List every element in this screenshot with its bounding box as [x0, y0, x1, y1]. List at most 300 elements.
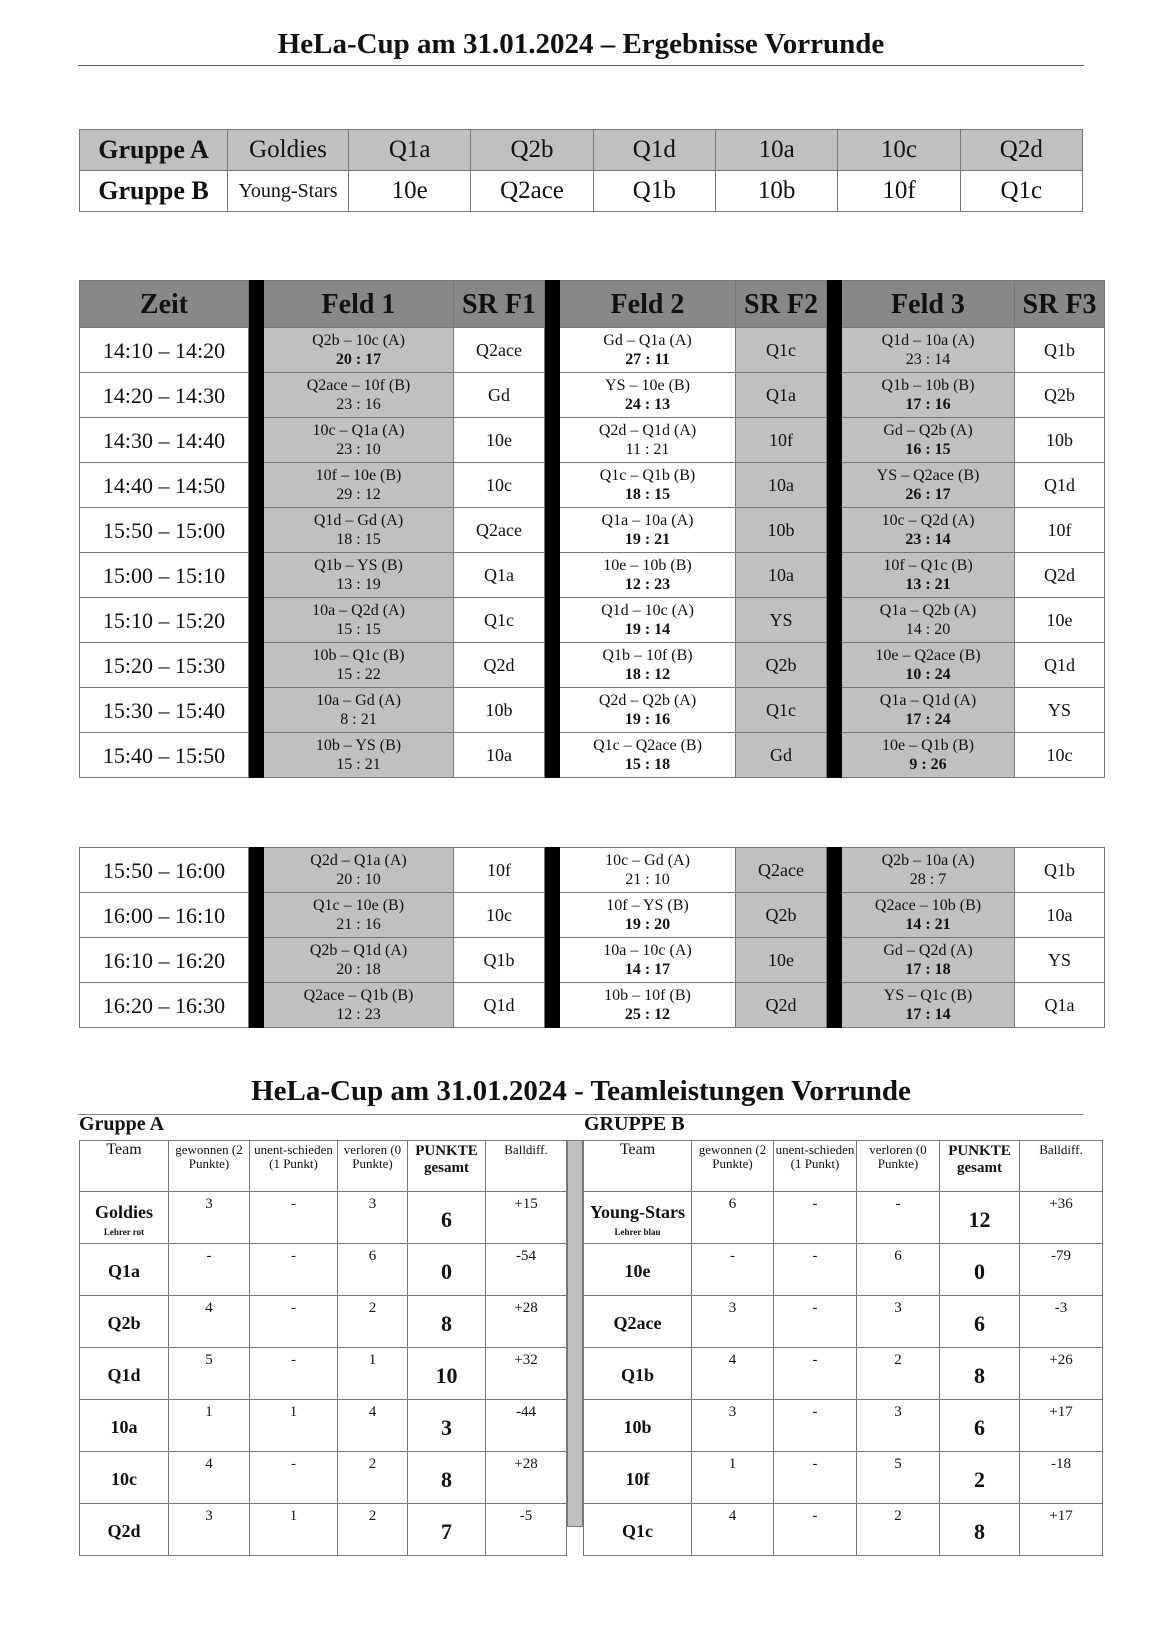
match-pairing: Q2b – Q1d (A) — [309, 942, 408, 959]
points-total: 8 — [940, 1504, 1020, 1556]
referee-field-1: Q1d — [454, 983, 545, 1028]
field-divider — [545, 553, 560, 598]
header-lost: verloren (0 Punkte) — [857, 1141, 940, 1192]
field-divider — [545, 508, 560, 553]
ball-diff: +26 — [1020, 1348, 1103, 1400]
match-pairing: Q1d – 10c (A) — [601, 602, 694, 619]
header-feld-1: Feld 1 — [264, 281, 454, 328]
points-total: 12 — [940, 1192, 1020, 1244]
schedule-row — [80, 848, 1105, 893]
match-cell-field-3 — [842, 643, 1015, 688]
ball-diff: +28 — [486, 1296, 567, 1348]
referee-field-3: 10f — [1015, 508, 1105, 553]
team-name: Q2d — [107, 1521, 141, 1541]
schedule-row — [80, 893, 1105, 938]
match-pairing: 10b – Q1c (B) — [312, 647, 405, 664]
ball-diff: +15 — [486, 1192, 567, 1244]
header-won: gewonnen (2 Punkte) — [692, 1141, 774, 1192]
match-cell-field-2 — [560, 643, 736, 688]
referee-field-2: Q2b — [736, 893, 827, 938]
ball-diff: +17 — [1020, 1400, 1103, 1452]
team-cell — [80, 1504, 169, 1556]
match-cell-field-2 — [560, 893, 736, 938]
match-cell-field-2 — [560, 688, 736, 733]
match-pairing: Q1b – YS (B) — [314, 557, 403, 574]
field-divider — [827, 848, 842, 893]
match-score: 16 : 15 — [905, 441, 951, 458]
referee-field-3: Q1b — [1015, 848, 1105, 893]
ball-diff: +36 — [1020, 1192, 1103, 1244]
draw-count: - — [250, 1244, 338, 1296]
referee-field-1: 10c — [454, 893, 545, 938]
match-pairing: YS – 10e (B) — [605, 377, 690, 394]
group-team: 10c — [838, 130, 960, 171]
referee-field-2: 10a — [736, 553, 827, 598]
match-pairing: Q2ace – 10f (B) — [306, 377, 411, 394]
standings-title: HeLa-Cup am 31.01.2024 - Teamleistungen Vorrunde — [251, 1075, 911, 1107]
field-divider — [249, 643, 264, 688]
header-zeit: Zeit — [80, 281, 249, 328]
match-score: 19 : 21 — [624, 531, 671, 548]
team-name: Q1a — [107, 1261, 140, 1281]
group-team: Q2ace — [471, 171, 593, 212]
points-total: 7 — [408, 1504, 486, 1556]
field-divider — [827, 598, 842, 643]
team-cell — [584, 1400, 692, 1452]
field-divider — [827, 688, 842, 733]
referee-field-2: Q1c — [736, 328, 827, 373]
group-a-label: Gruppe A — [79, 1113, 165, 1135]
match-score: 17 : 14 — [905, 1006, 951, 1023]
match-pairing: Q2d – Q1d (A) — [598, 422, 697, 439]
match-score: 24 : 13 — [624, 396, 671, 413]
match-score: 19 : 16 — [624, 711, 671, 728]
referee-field-2: YS — [736, 598, 827, 643]
match-pairing: Q1a – 10a (A) — [601, 512, 694, 529]
team-cell — [584, 1244, 692, 1296]
match-pairing: 10a – Gd (A) — [316, 692, 401, 709]
ball-diff: -18 — [1020, 1452, 1103, 1504]
lost-count: 2 — [338, 1296, 408, 1348]
field-divider — [249, 463, 264, 508]
points-total: 6 — [940, 1296, 1020, 1348]
match-cell-field-3 — [842, 938, 1015, 983]
referee-field-3: Q2b — [1015, 373, 1105, 418]
won-count: 4 — [169, 1296, 250, 1348]
standings-row — [80, 1504, 567, 1556]
standings-row — [584, 1400, 1103, 1452]
page-title: HeLa-Cup am 31.01.2024 – Ergebnisse Vorrunde — [277, 28, 885, 60]
header-points: PUNKTE gesamt — [940, 1141, 1020, 1192]
time-slot: 14:10 – 14:20 — [80, 328, 249, 373]
match-cell-field-2 — [560, 373, 736, 418]
match-pairing: Q1a – Q1d (A) — [879, 692, 977, 709]
referee-field-1: Q1a — [454, 553, 545, 598]
time-slot: 15:00 – 15:10 — [80, 553, 249, 598]
header-draw: unent-schieden (1 Punkt) — [774, 1141, 857, 1192]
group-row — [80, 130, 1083, 171]
points-total: 8 — [940, 1348, 1020, 1400]
field-divider — [545, 373, 560, 418]
lost-count: 3 — [338, 1192, 408, 1244]
won-count: 4 — [692, 1504, 774, 1556]
match-pairing: 10f – 10e (B) — [315, 467, 402, 484]
match-score: 14 : 20 — [905, 621, 951, 638]
team-cell — [80, 1348, 169, 1400]
team-cell — [584, 1192, 692, 1244]
team-name: Q2b — [107, 1313, 141, 1333]
group-label: Gruppe B — [80, 171, 228, 212]
field-divider — [249, 373, 264, 418]
points-total: 8 — [408, 1296, 486, 1348]
group-team: 10b — [715, 171, 837, 212]
match-score: 13 : 19 — [336, 576, 381, 593]
match-pairing: Gd – Q2b (A) — [883, 422, 973, 439]
match-cell-field-2 — [560, 553, 736, 598]
match-cell-field-1 — [264, 418, 454, 463]
header-lost: verloren (0 Punkte) — [338, 1141, 408, 1192]
field-divider — [249, 328, 264, 373]
time-slot: 16:00 – 16:10 — [80, 893, 249, 938]
referee-field-3: Q1d — [1015, 643, 1105, 688]
field-divider — [545, 643, 560, 688]
match-cell-field-3 — [842, 688, 1015, 733]
field-divider — [545, 983, 560, 1028]
group-team: Q1b — [593, 171, 715, 212]
lost-count: - — [857, 1192, 940, 1244]
field-divider — [827, 893, 842, 938]
group-row — [80, 171, 1083, 212]
lost-count: 6 — [857, 1244, 940, 1296]
group-team: 10e — [349, 171, 471, 212]
group-team: Q1a — [349, 130, 471, 171]
referee-field-1: Q2d — [454, 643, 545, 688]
match-cell-field-3 — [842, 733, 1015, 778]
won-count: - — [692, 1244, 774, 1296]
team-cell — [584, 1452, 692, 1504]
standings-row — [584, 1504, 1103, 1556]
standings-row — [584, 1452, 1103, 1504]
team-cell — [80, 1452, 169, 1504]
match-score: 18 : 12 — [624, 666, 671, 683]
match-score: 29 : 12 — [336, 486, 381, 503]
match-cell-field-2 — [560, 418, 736, 463]
match-pairing: 10e – 10b (B) — [603, 557, 692, 574]
match-score: 23 : 16 — [336, 396, 381, 413]
team-name: Q1b — [620, 1365, 654, 1385]
time-slot: 15:50 – 16:00 — [80, 848, 249, 893]
match-score: 14 : 17 — [624, 961, 671, 978]
referee-field-2: Q2b — [736, 643, 827, 688]
referee-field-1: 10f — [454, 848, 545, 893]
match-score: 18 : 15 — [336, 531, 381, 548]
match-score: 20 : 18 — [336, 961, 381, 978]
draw-count: - — [774, 1244, 857, 1296]
referee-field-1: 10c — [454, 463, 545, 508]
field-divider — [249, 553, 264, 598]
team-cell — [80, 1400, 169, 1452]
schedule-row — [80, 983, 1105, 1028]
points-total: 0 — [940, 1244, 1020, 1296]
team-name: 10c — [111, 1469, 137, 1489]
match-cell-field-3 — [842, 598, 1015, 643]
standings-table-a — [79, 1140, 567, 1556]
referee-field-3: Q2d — [1015, 553, 1105, 598]
field-divider — [545, 733, 560, 778]
field-divider — [249, 848, 264, 893]
standings-row — [584, 1296, 1103, 1348]
standings-row — [584, 1348, 1103, 1400]
ball-diff: +32 — [486, 1348, 567, 1400]
won-count: 3 — [692, 1400, 774, 1452]
match-pairing: Gd – Q2d (A) — [883, 942, 973, 959]
schedule-row — [80, 508, 1105, 553]
match-cell-field-2 — [560, 598, 736, 643]
match-cell-field-1 — [264, 553, 454, 598]
team-name: Q2ace — [613, 1313, 662, 1333]
match-score: 17 : 18 — [905, 961, 951, 978]
match-pairing: 10a – Q2d (A) — [312, 602, 405, 619]
lost-count: 2 — [338, 1504, 408, 1556]
match-cell-field-3 — [842, 418, 1015, 463]
draw-count: - — [774, 1348, 857, 1400]
match-cell-field-1 — [264, 463, 454, 508]
match-pairing: 10a – 10c (A) — [603, 942, 692, 959]
won-count: 4 — [692, 1348, 774, 1400]
match-cell-field-1 — [264, 983, 454, 1028]
referee-field-2: 10e — [736, 938, 827, 983]
match-pairing: 10b – 10f (B) — [604, 987, 691, 1004]
match-score: 12 : 23 — [624, 576, 671, 593]
field-divider — [827, 418, 842, 463]
schedule-table-late — [79, 847, 1105, 1028]
match-pairing: 10e – Q1b (B) — [882, 737, 974, 754]
field-divider — [545, 893, 560, 938]
points-total: 0 — [408, 1244, 486, 1296]
match-cell-field-1 — [264, 893, 454, 938]
field-divider — [827, 463, 842, 508]
field-divider — [545, 328, 560, 373]
match-pairing: 10c – Q2d (A) — [881, 512, 975, 529]
match-score: 25 : 12 — [624, 1006, 671, 1023]
ball-diff: -54 — [486, 1244, 567, 1296]
standings-row — [584, 1192, 1103, 1244]
schedule-row — [80, 328, 1105, 373]
match-score: 15 : 18 — [624, 756, 671, 773]
group-team: Q1d — [593, 130, 715, 171]
team-name: Young-Stars — [589, 1202, 686, 1222]
team-cell — [80, 1296, 169, 1348]
field-divider — [545, 938, 560, 983]
field-divider — [545, 463, 560, 508]
time-slot: 15:30 – 15:40 — [80, 688, 249, 733]
schedule-row — [80, 418, 1105, 463]
match-cell-field-3 — [842, 893, 1015, 938]
field-divider — [249, 508, 264, 553]
match-pairing: Q1c – Q2ace (B) — [593, 737, 702, 754]
team-name: Q1c — [622, 1521, 653, 1541]
match-score: 23 : 14 — [905, 531, 951, 548]
ball-diff: +17 — [1020, 1504, 1103, 1556]
field-divider — [827, 643, 842, 688]
match-score: 27 : 11 — [625, 351, 670, 368]
referee-field-1: Gd — [454, 373, 545, 418]
match-score: 17 : 16 — [905, 396, 951, 413]
schedule-row — [80, 938, 1105, 983]
match-cell-field-3 — [842, 508, 1015, 553]
team-name: 10b — [623, 1417, 652, 1437]
match-pairing: 10c – Gd (A) — [605, 852, 690, 869]
field-divider — [249, 418, 264, 463]
schedule-row — [80, 598, 1105, 643]
referee-field-2: Q2ace — [736, 848, 827, 893]
schedule-row — [80, 688, 1105, 733]
lost-count: 3 — [857, 1296, 940, 1348]
time-slot: 14:40 – 14:50 — [80, 463, 249, 508]
field-divider — [545, 848, 560, 893]
won-count: 1 — [692, 1452, 774, 1504]
draw-count: - — [250, 1348, 338, 1400]
schedule-header-row — [80, 281, 1105, 328]
team-name: 10a — [110, 1417, 138, 1437]
match-score: 21 : 16 — [336, 916, 381, 933]
group-team: Q1c — [960, 171, 1082, 212]
lost-count: 3 — [857, 1400, 940, 1452]
time-slot: 15:40 – 15:50 — [80, 733, 249, 778]
match-score: 19 : 20 — [624, 916, 671, 933]
match-pairing: 10f – YS (B) — [606, 897, 689, 914]
team-cell — [584, 1296, 692, 1348]
time-slot: 14:20 – 14:30 — [80, 373, 249, 418]
match-pairing: YS – Q2ace (B) — [876, 467, 980, 484]
referee-field-3: YS — [1015, 688, 1105, 733]
match-pairing: 10f – Q1c (B) — [883, 557, 973, 574]
match-cell-field-2 — [560, 983, 736, 1028]
standings-row — [80, 1192, 567, 1244]
header-team: Team — [584, 1141, 692, 1192]
match-pairing: Q1c – 10e (B) — [312, 897, 405, 914]
team-note: Lehrer rot — [103, 1227, 145, 1237]
standings-separator — [567, 1140, 583, 1527]
match-score: 8 : 21 — [340, 711, 377, 728]
time-slot: 15:50 – 15:00 — [80, 508, 249, 553]
match-score: 15 : 15 — [336, 621, 381, 638]
match-score: 19 : 14 — [624, 621, 671, 638]
field-divider — [545, 281, 560, 328]
referee-field-2: Q1c — [736, 688, 827, 733]
groups-table — [79, 129, 1083, 212]
match-score: 21 : 10 — [625, 871, 670, 888]
team-cell — [584, 1504, 692, 1556]
header-feld-3: Feld 3 — [842, 281, 1015, 328]
match-pairing: Q1b – 10b (B) — [881, 377, 975, 394]
lost-count: 5 — [857, 1452, 940, 1504]
team-name: Q1d — [107, 1365, 141, 1385]
header-draw: unent-schieden (1 Punkt) — [250, 1141, 338, 1192]
match-cell-field-1 — [264, 938, 454, 983]
field-divider — [827, 733, 842, 778]
match-score: 20 : 10 — [336, 871, 381, 888]
lost-count: 2 — [338, 1452, 408, 1504]
header-diff: Balldiff. — [1020, 1141, 1103, 1192]
group-team: 10f — [838, 171, 960, 212]
draw-count: - — [774, 1504, 857, 1556]
draw-count: - — [250, 1192, 338, 1244]
draw-count: 1 — [250, 1504, 338, 1556]
match-score: 26 : 17 — [905, 486, 951, 503]
field-divider — [249, 893, 264, 938]
field-divider — [827, 281, 842, 328]
referee-field-3: 10e — [1015, 598, 1105, 643]
points-total: 2 — [940, 1452, 1020, 1504]
match-score: 15 : 21 — [336, 756, 381, 773]
match-cell-field-1 — [264, 598, 454, 643]
standings-row — [80, 1348, 567, 1400]
points-total: 6 — [408, 1192, 486, 1244]
match-cell-field-1 — [264, 688, 454, 733]
match-pairing: Q1d – Gd (A) — [313, 512, 404, 529]
match-pairing: 10b – YS (B) — [315, 737, 402, 754]
field-divider — [545, 688, 560, 733]
group-label: Gruppe A — [80, 130, 228, 171]
draw-count: - — [774, 1296, 857, 1348]
header-won: gewonnen (2 Punkte) — [169, 1141, 250, 1192]
field-divider — [827, 373, 842, 418]
points-total: 10 — [408, 1348, 486, 1400]
won-count: 6 — [692, 1192, 774, 1244]
field-divider — [827, 553, 842, 598]
won-count: 3 — [692, 1296, 774, 1348]
header-team: Team — [80, 1141, 169, 1192]
match-cell-field-2 — [560, 733, 736, 778]
match-cell-field-1 — [264, 373, 454, 418]
schedule-row — [80, 733, 1105, 778]
match-score: 18 : 15 — [624, 486, 671, 503]
referee-field-1: Q2ace — [454, 328, 545, 373]
match-score: 11 : 21 — [625, 441, 670, 458]
match-pairing: Q2ace – Q1b (B) — [303, 987, 414, 1004]
schedule-row — [80, 373, 1105, 418]
match-score: 15 : 22 — [336, 666, 381, 683]
won-count: 3 — [169, 1504, 250, 1556]
match-cell-field-3 — [842, 373, 1015, 418]
referee-field-2: 10f — [736, 418, 827, 463]
ball-diff: -79 — [1020, 1244, 1103, 1296]
draw-count: - — [774, 1452, 857, 1504]
match-cell-field-1 — [264, 328, 454, 373]
match-score: 14 : 21 — [905, 916, 951, 933]
referee-field-1: 10e — [454, 418, 545, 463]
time-slot: 15:20 – 15:30 — [80, 643, 249, 688]
won-count: 1 — [169, 1400, 250, 1452]
match-score: 9 : 26 — [909, 756, 947, 773]
match-score: 20 : 17 — [335, 351, 382, 368]
match-pairing: YS – Q1c (B) — [883, 987, 973, 1004]
title-rule — [78, 65, 1084, 66]
match-cell-field-2 — [560, 848, 736, 893]
match-cell-field-1 — [264, 643, 454, 688]
team-cell — [80, 1244, 169, 1296]
points-total: 6 — [940, 1400, 1020, 1452]
draw-count: - — [250, 1296, 338, 1348]
match-cell-field-2 — [560, 328, 736, 373]
match-cell-field-2 — [560, 463, 736, 508]
header-feld-2: Feld 2 — [560, 281, 736, 328]
field-divider — [827, 508, 842, 553]
draw-count: - — [774, 1192, 857, 1244]
time-slot: 16:10 – 16:20 — [80, 938, 249, 983]
team-cell — [584, 1348, 692, 1400]
